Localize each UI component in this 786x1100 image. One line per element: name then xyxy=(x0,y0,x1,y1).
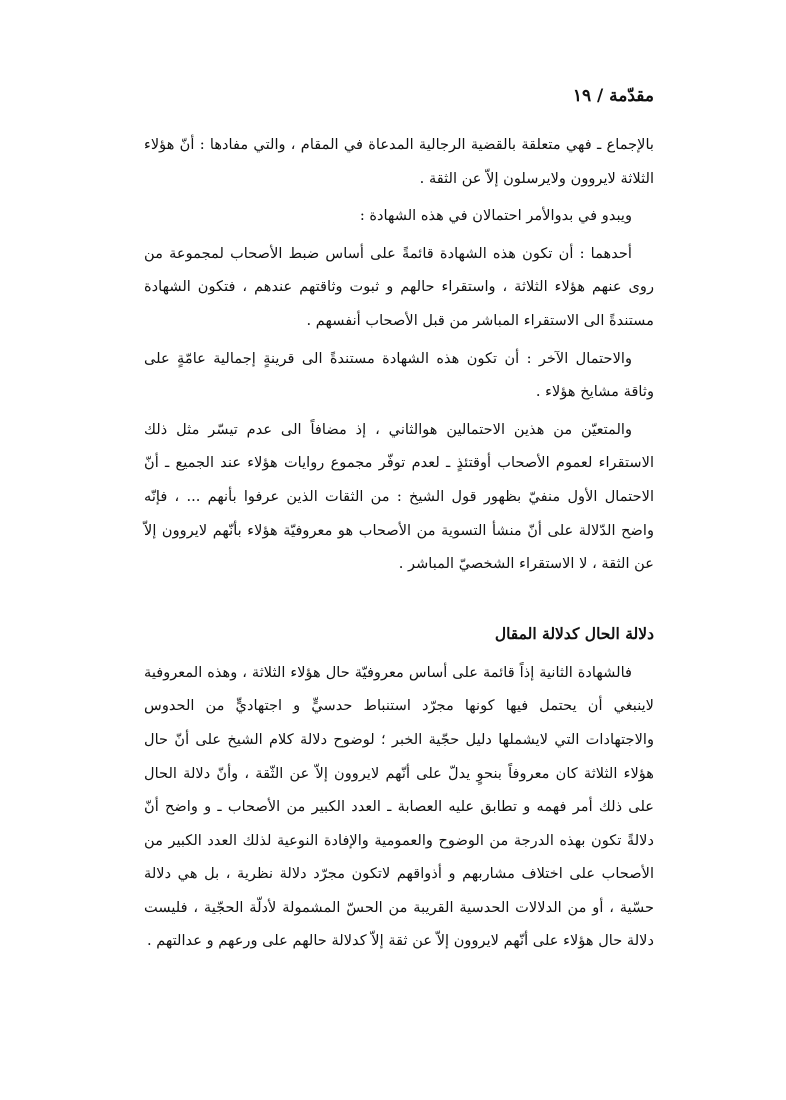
running-header: مقدّمة / ١٩ xyxy=(572,86,654,106)
paragraph-5: والمتعيّن من هذين الاحتمالين هوالثاني ، إذ مضافاً الى عدم تيسّر مثل ذلك الاستقراء لعموم الأصحاب أوقتئذٍ ـ لعدم توفّر مجموع روايات هؤلاء عند الجميع ـ أنّ الاحتمال الأول منفيّ بظهور قول الشيخ : من الثقات الذين عرفوا بأنهم ... ، فإنّه واضح الدّلالة على أنّ منشأ التسوية من الأصحاب هو معروفيّة هؤلاء بأنّهم لايروون إلاّ عن الثقة ، لا الاستقراء الشخصيّ المباشر . xyxy=(144,420,654,573)
section-heading: دلالة الحال كدلالة المقال xyxy=(494,623,654,643)
paragraph-6: فالشهادة الثانية إذاً قائمة على أساس معروفيّة حال هؤلاء الثلاثة ، وهذه المعروفية لاينبغي أن يحتمل فيها كونها مجرّد استنباط حدسيٍّ و اجتهاديٍّ من الحدوس والاجتهادات التي لايشملها دليل حجّية الخبر ؛ لوضوح دلالة كلام الشيخ على أنّ حال هؤلاء الثلاثة كان معروفاً بنحوٍ يدلّ على أنّهم لايروون إلاّ عن الثّقة ، وأنّ دلالة الحال على ذلك أمر فهمه و تطابق عليه العصابة ـ العدد الكبير من الأصحاب ـ و واضح أنّ دلالةً تكون بهذه الدرجة من الوضوح والعمومية والإفادة النوعية لذلك العدد الكبير من الأصحاب على اختلاف مشاربهم و أذواقهم لاتكون مجرّد دلالة نظرية ، بل هي دلالة حسّية ، أو من الدلالات الحدسية القريبة من الحسّ المشمولة لأدلّة الحجّية ، فليست دلالة حال هؤلاء على أنّهم لايروون إلاّ عن ثقة إلاّ كدلالة حالهم على ورعهم و عدالتهم . xyxy=(144,663,654,950)
paragraph-3: أحدهما : أن تكون هذه الشهادة قائمةً على أساس ضبط الأصحاب لمجموعة من روى عنهم هؤلاء الثلاثة ، واستقراء حالهم و ثبوت وثاقتهم عندهم ، فتكون الشهادة مستندةً الى الاستقراء المباشر من قبل الأصحاب أنفسهم . xyxy=(144,244,654,329)
page-body xyxy=(144,128,654,962)
paragraph-1: بالإجماع ـ فهي متعلقة بالقضية الرجالية المدعاة في المقام ، والتي مفادها : أنّ هؤلاء الثلاثة لايروون ولايرسلون إلاّ عن الثقة . xyxy=(144,136,654,187)
paragraph-2: ويبدو في بدوالأمر احتمالان في هذه الشهادة : xyxy=(359,207,632,225)
paragraph-4: والاحتمال الآخر : أن تكون هذه الشهادة مستندةً الى قرينةٍ إجمالية عامّةٍ على وثاقة مشايخ هؤلاء . xyxy=(144,349,654,401)
